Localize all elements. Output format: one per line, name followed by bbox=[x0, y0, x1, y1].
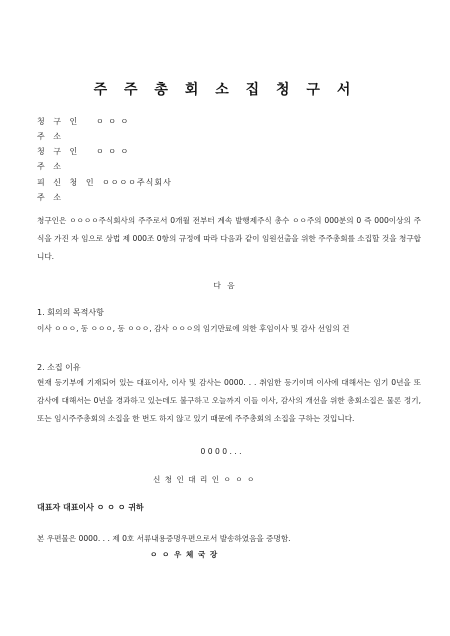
section1-title: 1. 회의의 목적사항 bbox=[37, 308, 104, 317]
claimant-name-2: ㅇ ㅇ ㅇ bbox=[96, 147, 130, 156]
respondent-address-label: 주 소 bbox=[37, 193, 64, 202]
claimant-name-1: ㅇ ㅇ ㅇ bbox=[96, 117, 130, 126]
section2-body: 현재 등기부에 기재되어 있는 대표이사, 이사 및 감사는 0000. . . 취임한 등기이며 이사에 대해서는 임기 0년을 또 감사에 대해서는 0년을 경과하고 있는데도 불구하고 오늘까지 이들 이사, 감사의 개선을 위한 총회소집은 물론 정기, 또는 임시주주총회의 소집을 한 번도 하지 않고 있기 때문에 주주총회의 소집을 구하는 것입니다. bbox=[37, 378, 421, 423]
claimant-address-label-1: 주 소 bbox=[37, 132, 64, 141]
section1-body: 이사 ㅇㅇㅇ, 동 ㅇㅇㅇ, 동 ㅇㅇㅇ, 감사 ㅇㅇㅇ의 임기만료에 의한 후임이사 및 감사 선임의 건 bbox=[37, 324, 350, 333]
certification-text: 본 우편물은 0000. . . 제 0호 서류내용증명우편으로서 발송하였음을 증명함. bbox=[37, 534, 291, 543]
following-heading: 다 음 bbox=[213, 281, 237, 290]
respondent-name: ㅇㅇㅇㅇ주식회사 bbox=[102, 178, 172, 187]
addressee-line: 대표자 대표이사 ㅇ ㅇ ㅇ 귀하 bbox=[37, 503, 144, 512]
intro-paragraph: 청구인은 ㅇㅇㅇㅇ주식회사의 주주로서 0개월 전부터 계속 발행제주식 총수 ㅇㅇ주의 000분의 0 즉 000이상의 주식을 가진 자 임으로 상법 제 000조 0항의 규정에 따라 다음과 같이 임원선출을 위한 주주총회를 소집할 것을 청구합니다. bbox=[37, 216, 421, 261]
respondent-label: 피 신 청 인 bbox=[37, 178, 97, 187]
document-date: 0 0 0 0 . . . bbox=[200, 447, 242, 456]
claimant-address-label-2: 주 소 bbox=[37, 162, 64, 171]
claimant-label-2: 청 구 인 bbox=[37, 147, 81, 156]
postmaster-line: ㅇ ㅇ 우 체 국 장 bbox=[150, 550, 219, 559]
signer-line: 신 청 인 대 리 인 ㅇ ㅇ ㅇ bbox=[153, 475, 256, 484]
document-title: 주 주 총 회 소 집 청 구 서 bbox=[93, 82, 357, 98]
section2-title: 2. 소집 이유 bbox=[37, 363, 81, 372]
claimant-label-1: 청 구 인 bbox=[37, 117, 81, 126]
